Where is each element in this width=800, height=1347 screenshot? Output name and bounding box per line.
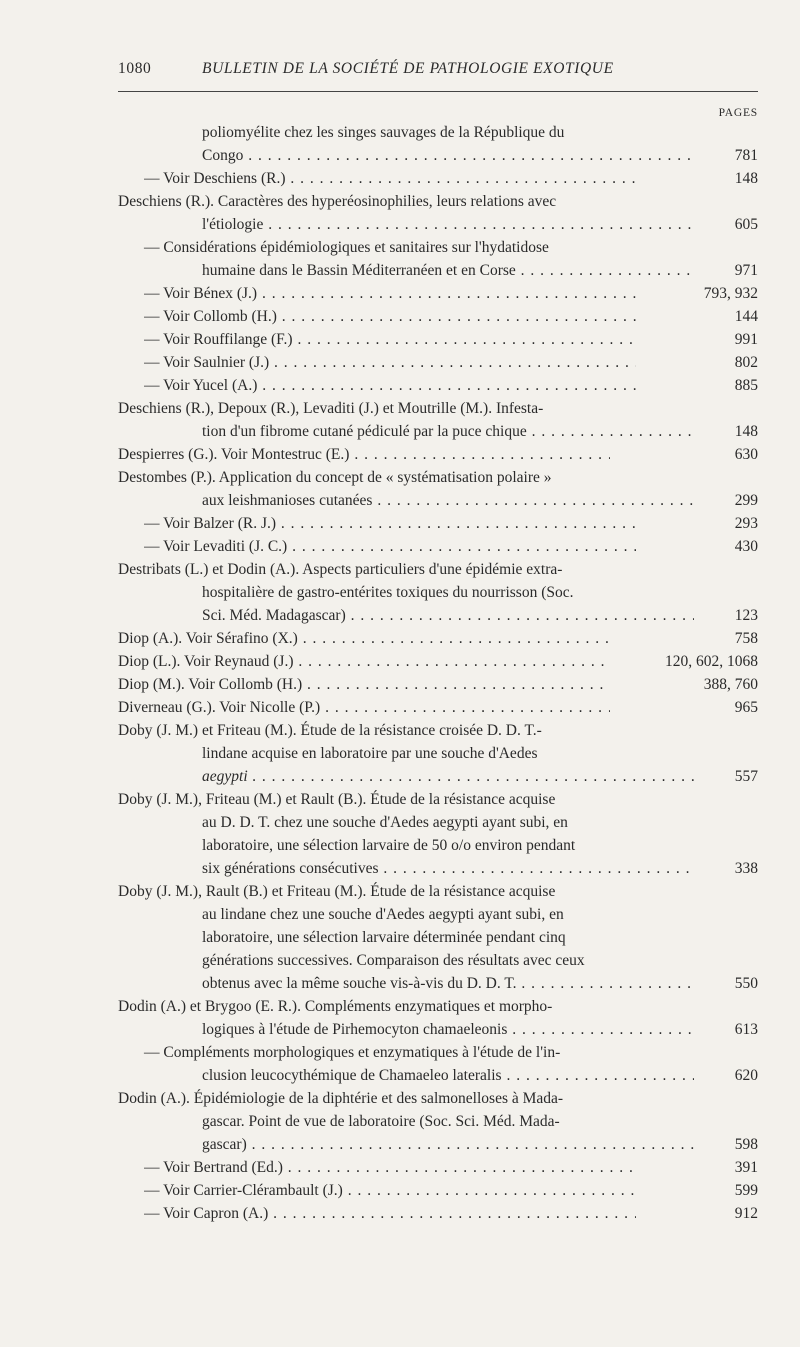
index-line: aux leishmanioses cutanées . . . 299 bbox=[118, 489, 758, 512]
index-line: — Voir Levaditi (J. C.) . . . 430 bbox=[118, 535, 758, 558]
index-line: laboratoire, une sélection larvaire déterminée pendant cinq bbox=[202, 929, 566, 946]
index-line: logiques à l'étude de Pirhemocyton chamaeleonis . . . 613 bbox=[118, 1018, 758, 1041]
index-line: — Voir Saulnier (J.) . . . 802 bbox=[118, 351, 758, 374]
index-line: Despierres (G.). Voir Montestruc (E.) . . . 630 bbox=[118, 443, 758, 466]
journal-title: BULLETIN DE LA SOCIÉTÉ DE PATHOLOGIE EXOTIQUE bbox=[202, 60, 614, 77]
index-line: — Voir Yucel (A.) . . . 885 bbox=[118, 374, 758, 397]
index-line: lindane acquise en laboratoire par une souche d'Aedes bbox=[202, 745, 538, 762]
index-line: Diverneau (G.). Voir Nicolle (P.) . . . 965 bbox=[118, 696, 758, 719]
index-line: Deschiens (R.), Depoux (R.), Levaditi (J.) et Moutrille (M.). Infesta- bbox=[118, 400, 544, 417]
index-line: Congo . . . 781 bbox=[118, 144, 758, 167]
index-line: Doby (J. M.), Rault (B.) et Friteau (M.). Étude de la résistance acquise bbox=[118, 883, 556, 900]
index-line: aegypti . . . 557 bbox=[118, 765, 758, 788]
index-line: générations successives. Comparaison des résultats avec ceux bbox=[202, 952, 585, 969]
index-line: obtenus avec la même souche vis-à-vis du D. D. T. . . . 550 bbox=[118, 972, 758, 995]
pages-column-label: PAGES bbox=[718, 107, 758, 119]
index-line: Destribats (L.) et Dodin (A.). Aspects particuliers d'une épidémie extra- bbox=[118, 561, 563, 578]
index-line: l'étiologie . . . 605 bbox=[118, 213, 758, 236]
index-line: laboratoire, une sélection larvaire de 50 o/o environ pendant bbox=[202, 837, 576, 854]
index-line: Diop (M.). Voir Collomb (H.) . . . 388, 760 bbox=[118, 673, 758, 696]
index-line: — Voir Bénex (J.) . . . 793, 932 bbox=[118, 282, 758, 305]
index-line: — Voir Balzer (R. J.) . . . 293 bbox=[118, 512, 758, 535]
index-line: — Considérations épidémiologiques et sanitaires sur l'hydatidose bbox=[144, 239, 549, 256]
index-line: au D. D. T. chez une souche d'Aedes aegypti ayant subi, en bbox=[202, 814, 568, 831]
index-line: Doby (J. M.) et Friteau (M.). Étude de la résistance croisée D. D. T.- bbox=[118, 722, 542, 739]
index-line: — Voir Carrier-Clérambault (J.) . . . 599 bbox=[118, 1179, 758, 1202]
index-line: — Voir Rouffilange (F.) . . . 991 bbox=[118, 328, 758, 351]
index-line: — Voir Deschiens (R.) . . . 148 bbox=[118, 167, 758, 190]
index-line: Sci. Méd. Madagascar) . . . 123 bbox=[118, 604, 758, 627]
index-line: tion d'un fibrome cutané pédiculé par la puce chique . . . 148 bbox=[118, 420, 758, 443]
index-line: six générations consécutives . . . 338 bbox=[118, 857, 758, 880]
index-line: clusion leucocythémique de Chamaeleo lateralis . . . 620 bbox=[118, 1064, 758, 1087]
index-line: — Voir Bertrand (Ed.) . . . 391 bbox=[118, 1156, 758, 1179]
index-line: Destombes (P.). Application du concept de « systématisation polaire » bbox=[118, 469, 552, 486]
index-line: — Voir Collomb (H.) . . . 144 bbox=[118, 305, 758, 328]
index-line: — Compléments morphologiques et enzymatiques à l'étude de l'in- bbox=[144, 1044, 561, 1061]
index-entries bbox=[118, 121, 758, 1225]
page-number: 1080 bbox=[118, 60, 152, 77]
header-rule bbox=[118, 91, 758, 92]
index-line: Diop (A.). Voir Sérafino (X.) . . . 758 bbox=[118, 627, 758, 650]
index-line: Doby (J. M.), Friteau (M.) et Rault (B.). Étude de la résistance acquise bbox=[118, 791, 556, 808]
index-line: — Voir Capron (A.) . . . 912 bbox=[118, 1202, 758, 1225]
index-line: gascar. Point de vue de laboratoire (Soc. Sci. Méd. Mada- bbox=[202, 1113, 560, 1130]
index-line: Dodin (A.) et Brygoo (E. R.). Compléments enzymatiques et morpho- bbox=[118, 998, 553, 1015]
index-line: gascar) . . . 598 bbox=[118, 1133, 758, 1156]
index-line: Diop (L.). Voir Reynaud (J.) . . . 120, 602, 1068 bbox=[118, 650, 758, 673]
index-line: au lindane chez une souche d'Aedes aegypti ayant subi, en bbox=[202, 906, 564, 923]
index-line: poliomyélite chez les singes sauvages de la République du bbox=[202, 124, 565, 141]
index-line: hospitalière de gastro-entérites toxiques du nourrisson (Soc. bbox=[202, 584, 574, 601]
index-line: humaine dans le Bassin Méditerranéen et en Corse . . . 971 bbox=[118, 259, 758, 282]
index-line: Deschiens (R.). Caractères des hyperéosinophilies, leurs relations avec bbox=[118, 193, 557, 210]
index-line: Dodin (A.). Épidémiologie de la diphtérie et des salmonelloses à Mada- bbox=[118, 1090, 564, 1107]
